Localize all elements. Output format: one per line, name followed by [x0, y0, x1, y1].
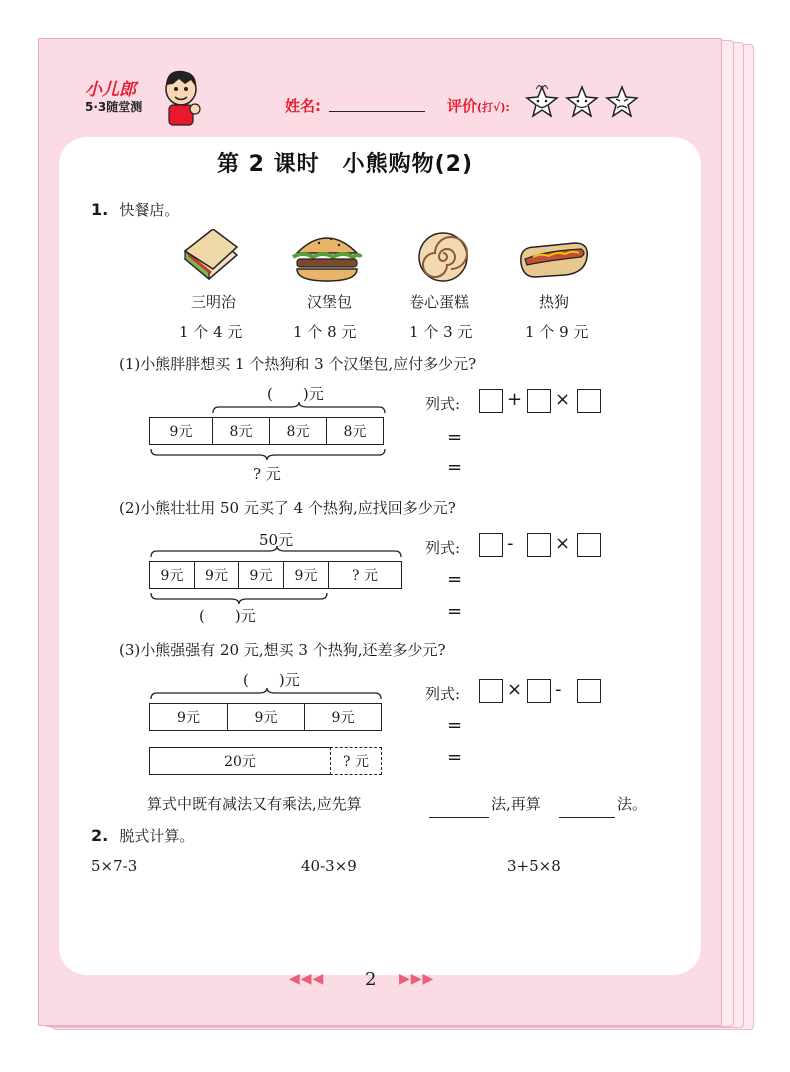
sub3-answer-box-3[interactable] — [577, 679, 601, 703]
boy-mascot-icon — [157, 67, 205, 129]
brand-logo — [85, 75, 142, 115]
sub3-cell-hotdog-1: 9元 — [149, 703, 228, 731]
q2-number: 2. — [91, 826, 109, 845]
sub1-eq-2: = — [447, 457, 463, 478]
smile-star-icon[interactable] — [525, 85, 559, 119]
food-price-hamburger: 1 个 8 元 — [293, 323, 357, 341]
sub2-cell-hotdog-2: 9元 — [194, 561, 239, 589]
sub1-eq-1: = — [447, 427, 463, 448]
brand-title: 小儿郎 — [85, 80, 136, 100]
sub2-cell-hotdog-4: 9元 — [283, 561, 329, 589]
sub1-cell-burger-1: 8元 — [212, 417, 270, 445]
sub3-cell-diff: ? 元 — [330, 747, 382, 775]
sub1-top-brace — [211, 401, 387, 415]
q2-title: 脱式计算。 — [119, 827, 195, 845]
sub3-question: (3)小熊强强有 20 元,想买 3 个热狗,还差多少元? — [119, 641, 446, 659]
sub2-top-brace — [149, 545, 405, 559]
sub2-answer-box-3[interactable] — [577, 533, 601, 557]
rating-hint: (打√): — [477, 101, 510, 114]
sub1-op-1: + — [507, 389, 523, 410]
sad-star-icon[interactable] — [605, 85, 639, 119]
sub3-cell-hotdog-2: 9元 — [227, 703, 305, 731]
sandwich-icon — [179, 229, 243, 283]
sub1-op-2: × — [555, 389, 571, 410]
sub2-answer-box-1[interactable] — [479, 533, 503, 557]
sub2-bottom-brace — [149, 591, 331, 605]
sub2-formula-label: 列式: — [425, 539, 461, 557]
food-name-rollcake: 卷心蛋糕 — [409, 293, 470, 311]
sub1-bottom-brace — [149, 447, 387, 461]
food-price-hotdog: 1 个 9 元 — [525, 323, 589, 341]
sub2-eq-1: = — [447, 569, 463, 590]
q2-item-1: 5×7-3 — [91, 857, 138, 875]
sub1-cell-burger-2: 8元 — [269, 417, 327, 445]
sub1-answer-box-1[interactable] — [479, 389, 503, 413]
sub1-bottom-label: ? 元 — [253, 465, 281, 483]
roll-cake-icon — [415, 229, 471, 285]
summary-part2: 法,再算 — [491, 795, 541, 813]
q2-heading — [91, 825, 194, 846]
sub2-eq-2: = — [447, 601, 463, 622]
sub3-answer-box-2[interactable] — [527, 679, 551, 703]
summary-blank-1[interactable] — [429, 799, 489, 818]
name-blank[interactable] — [329, 111, 425, 112]
sub2-cell-hotdog-1: 9元 — [149, 561, 195, 589]
neutral-star-icon[interactable] — [565, 85, 599, 119]
summary-blank-2[interactable] — [559, 799, 615, 818]
prev-page-arrows[interactable]: ◀◀◀ — [289, 971, 325, 987]
sub1-answer-box-3[interactable] — [577, 389, 601, 413]
page-number: 2 — [365, 969, 377, 990]
q2-item-3: 3+5×8 — [507, 857, 561, 875]
sub1-answer-box-2[interactable] — [527, 389, 551, 413]
sub3-op-2: - — [555, 679, 562, 700]
sub3-top-brace — [149, 687, 385, 701]
sub3-eq-1: = — [447, 715, 463, 736]
name-label: 姓名: — [285, 97, 321, 115]
sub3-cell-hotdog-3: 9元 — [304, 703, 382, 731]
q1-number: 1. — [91, 200, 109, 219]
next-page-arrows[interactable]: ▶▶▶ — [399, 971, 435, 987]
sub2-op-1: - — [507, 533, 514, 554]
hotdog-icon — [515, 233, 591, 283]
sub1-cell-burger-3: 8元 — [326, 417, 384, 445]
rating-label: 评价 — [447, 97, 478, 115]
food-price-sandwich: 1 个 4 元 — [179, 323, 243, 341]
q1-heading — [91, 199, 179, 220]
workbook-page — [38, 38, 722, 1026]
sub1-formula-label: 列式: — [425, 395, 461, 413]
sub2-bottom-label: ( )元 — [199, 607, 256, 625]
sub3-eq-2: = — [447, 747, 463, 768]
food-name-hamburger: 汉堡包 — [307, 293, 353, 311]
q1-title: 快餐店。 — [119, 201, 180, 219]
summary-part1: 算式中既有减法又有乘法,应先算 — [147, 795, 362, 813]
q2-item-2: 40-3×9 — [301, 857, 357, 875]
food-name-hotdog: 热狗 — [539, 293, 570, 311]
sub3-answer-box-1[interactable] — [479, 679, 503, 703]
sub1-top-label: ( )元 — [267, 385, 324, 403]
sub3-cell-have: 20元 — [149, 747, 331, 775]
brand-subtitle: 5·3随堂测 — [85, 100, 143, 114]
sub3-formula-label: 列式: — [425, 685, 461, 703]
rating-block — [447, 95, 510, 116]
food-name-sandwich: 三明治 — [191, 293, 237, 311]
hamburger-icon — [289, 229, 365, 285]
sub1-cell-hotdog: 9元 — [149, 417, 213, 445]
sub1-question: (1)小熊胖胖想买 1 个热狗和 3 个汉堡包,应付多少元? — [119, 355, 477, 373]
sub3-top-label: ( )元 — [243, 671, 300, 689]
sub2-cell-hotdog-3: 9元 — [238, 561, 284, 589]
food-price-rollcake: 1 个 3 元 — [409, 323, 473, 341]
sub2-question: (2)小熊壮壮用 50 元买了 4 个热狗,应找回多少元? — [119, 499, 456, 517]
sub2-op-2: × — [555, 533, 571, 554]
lesson-title: 第 2 课时 小熊购物(2) — [217, 152, 474, 177]
sub2-top-label: 50元 — [259, 531, 294, 549]
sub2-cell-change: ? 元 — [328, 561, 402, 589]
sub2-answer-box-2[interactable] — [527, 533, 551, 557]
sub3-op-1: × — [507, 679, 523, 700]
summary-part3: 法。 — [617, 795, 648, 813]
